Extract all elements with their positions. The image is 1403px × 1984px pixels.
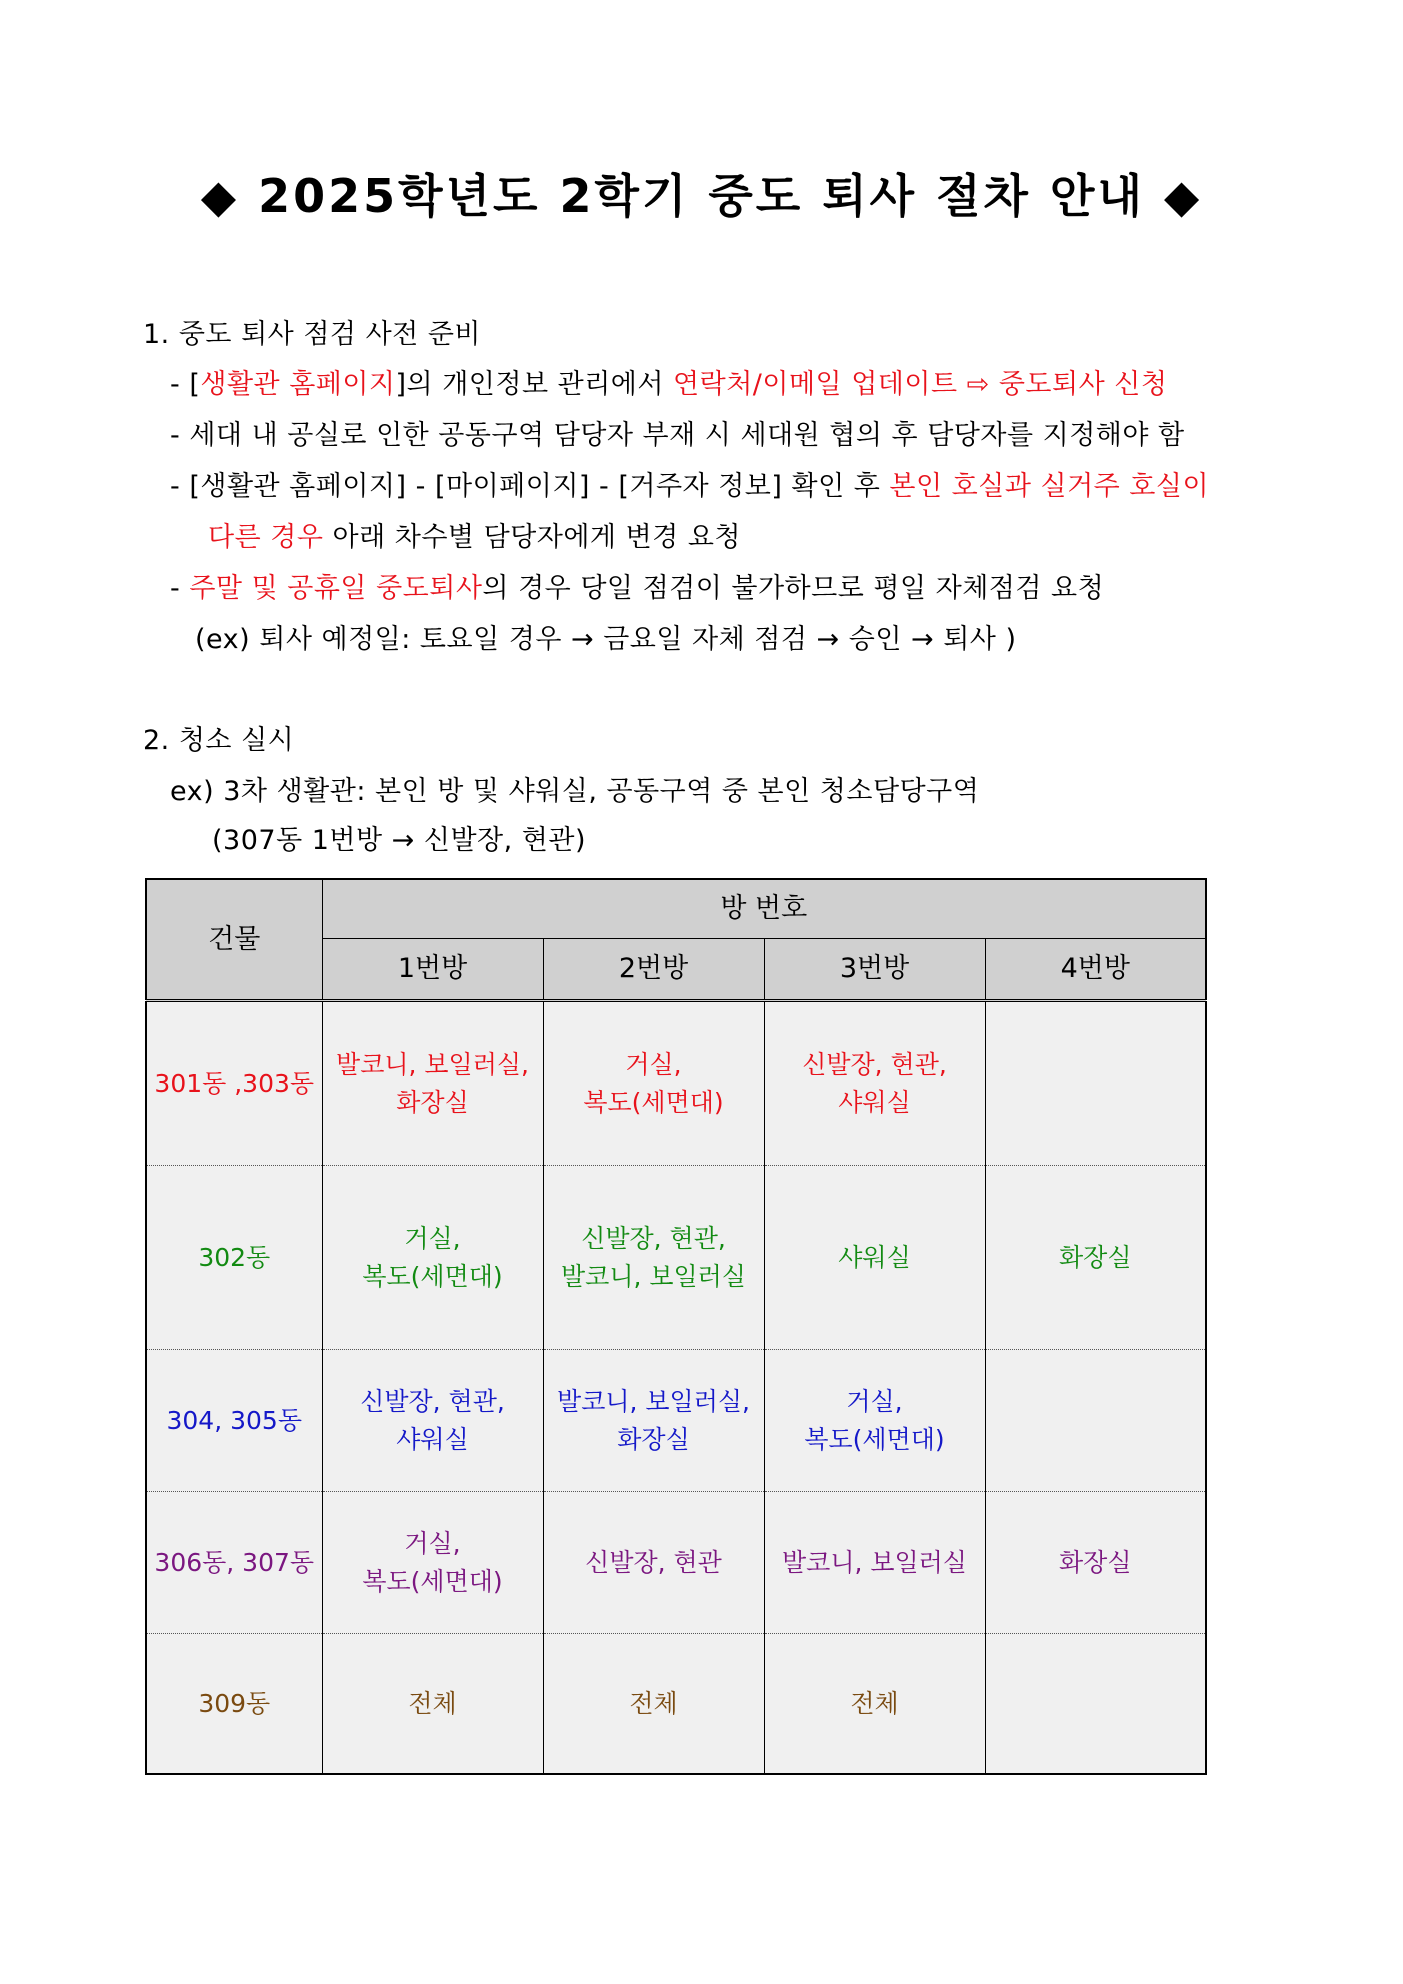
room-cell: 거실, 복도(세면대) bbox=[322, 1166, 543, 1350]
table-row bbox=[146, 1166, 1206, 1350]
table-row bbox=[146, 1492, 1206, 1634]
line3b-text: 아래 차수별 담당자에게 변경 요청 bbox=[323, 522, 741, 553]
building-cell: 306동, 307동 bbox=[146, 1492, 322, 1634]
section1-line5: (ex) 퇴사 예정일: 토요일 경우 → 금요일 자체 점검 → 승인 → 퇴사 ) bbox=[195, 624, 1017, 655]
line3-highlight: 본인 호실과 실거주 호실이 bbox=[889, 471, 1210, 502]
room-cell: 화장실 bbox=[985, 1492, 1206, 1634]
line1-middle: ]의 개인정보 관리에서 bbox=[395, 369, 674, 400]
header-building: 건물 bbox=[146, 879, 322, 1001]
page-title: ◆ 2025학년도 2학기 중도 퇴사 절차 안내 ◆ bbox=[200, 169, 1203, 223]
room-cell: 신발장, 현관, 샤워실 bbox=[322, 1350, 543, 1492]
building-cell: 309동 bbox=[146, 1634, 322, 1775]
header-room-1: 1번방 bbox=[322, 939, 543, 1001]
room-cell: 전체 bbox=[764, 1634, 985, 1775]
building-cell: 304, 305동 bbox=[146, 1350, 322, 1492]
room-cell bbox=[985, 1634, 1206, 1775]
line3b-highlight: 다른 경우 bbox=[208, 522, 324, 553]
header-room-4: 4번방 bbox=[985, 939, 1206, 1001]
room-cell bbox=[985, 1001, 1206, 1166]
table-row bbox=[146, 1350, 1206, 1492]
room-cell: 거실, 복도(세면대) bbox=[543, 1001, 764, 1166]
table-row bbox=[146, 1001, 1206, 1166]
section1-line3 bbox=[170, 470, 1209, 504]
room-cell: 거실, 복도(세면대) bbox=[764, 1350, 985, 1492]
building-cell: 301동 ,303동 bbox=[146, 1001, 322, 1166]
room-cell: 신발장, 현관, 발코니, 보일러실 bbox=[543, 1166, 764, 1350]
room-cell: 신발장, 현관 bbox=[543, 1492, 764, 1634]
room-cell: 발코니, 보일러실, 화장실 bbox=[322, 1001, 543, 1166]
header-room-3: 3번방 bbox=[764, 939, 985, 1001]
header-room-2: 2번방 bbox=[543, 939, 764, 1001]
room-cell: 거실, 복도(세면대) bbox=[322, 1492, 543, 1634]
room-cell: 전체 bbox=[543, 1634, 764, 1775]
room-cell: 전체 bbox=[322, 1634, 543, 1775]
table-row bbox=[146, 1634, 1206, 1775]
room-cell: 발코니, 보일러실 bbox=[764, 1492, 985, 1634]
building-cell: 302동 bbox=[146, 1166, 322, 1350]
cleaning-assignment-table bbox=[145, 878, 1207, 1775]
line1-prefix: - [ bbox=[170, 369, 201, 400]
room-cell: 발코니, 보일러실, 화장실 bbox=[543, 1350, 764, 1492]
section1-line2: - 세대 내 공실로 인한 공동구역 담당자 부재 시 세대원 협의 후 담당자를 지정해야 함 bbox=[170, 420, 1185, 451]
line4-prefix: - bbox=[170, 573, 190, 604]
line4-text: 의 경우 당일 점검이 불가하므로 평일 자체점검 요청 bbox=[482, 573, 1105, 604]
section1-heading: 1. 중도 퇴사 점검 사전 준비 bbox=[143, 319, 481, 350]
section1-line1 bbox=[170, 368, 1167, 402]
section2-line2: (307동 1번방 → 신발장, 현관) bbox=[212, 825, 586, 856]
room-cell: 신발장, 현관, 샤워실 bbox=[764, 1001, 985, 1166]
section1-line4 bbox=[170, 572, 1104, 606]
line4-highlight: 주말 및 공휴일 중도퇴사 bbox=[189, 573, 483, 604]
line3-text: - [생활관 홈페이지] - [마이페이지] - [거주자 정보] 확인 후 bbox=[170, 471, 890, 502]
room-cell: 화장실 bbox=[985, 1166, 1206, 1350]
line1-homepage-highlight: 생활관 홈페이지 bbox=[200, 369, 396, 400]
section2-line1: ex) 3차 생활관: 본인 방 및 샤워실, 공동구역 중 본인 청소담당구역 bbox=[170, 776, 980, 807]
section1-line3-continued bbox=[208, 521, 741, 555]
room-cell bbox=[985, 1350, 1206, 1492]
section2-heading: 2. 청소 실시 bbox=[143, 725, 295, 756]
room-cell: 샤워실 bbox=[764, 1166, 985, 1350]
line1-update-highlight: 연락처/이메일 업데이트 ⇨ 중도퇴사 신청 bbox=[673, 369, 1168, 400]
header-room-number: 방 번호 bbox=[322, 879, 1206, 939]
